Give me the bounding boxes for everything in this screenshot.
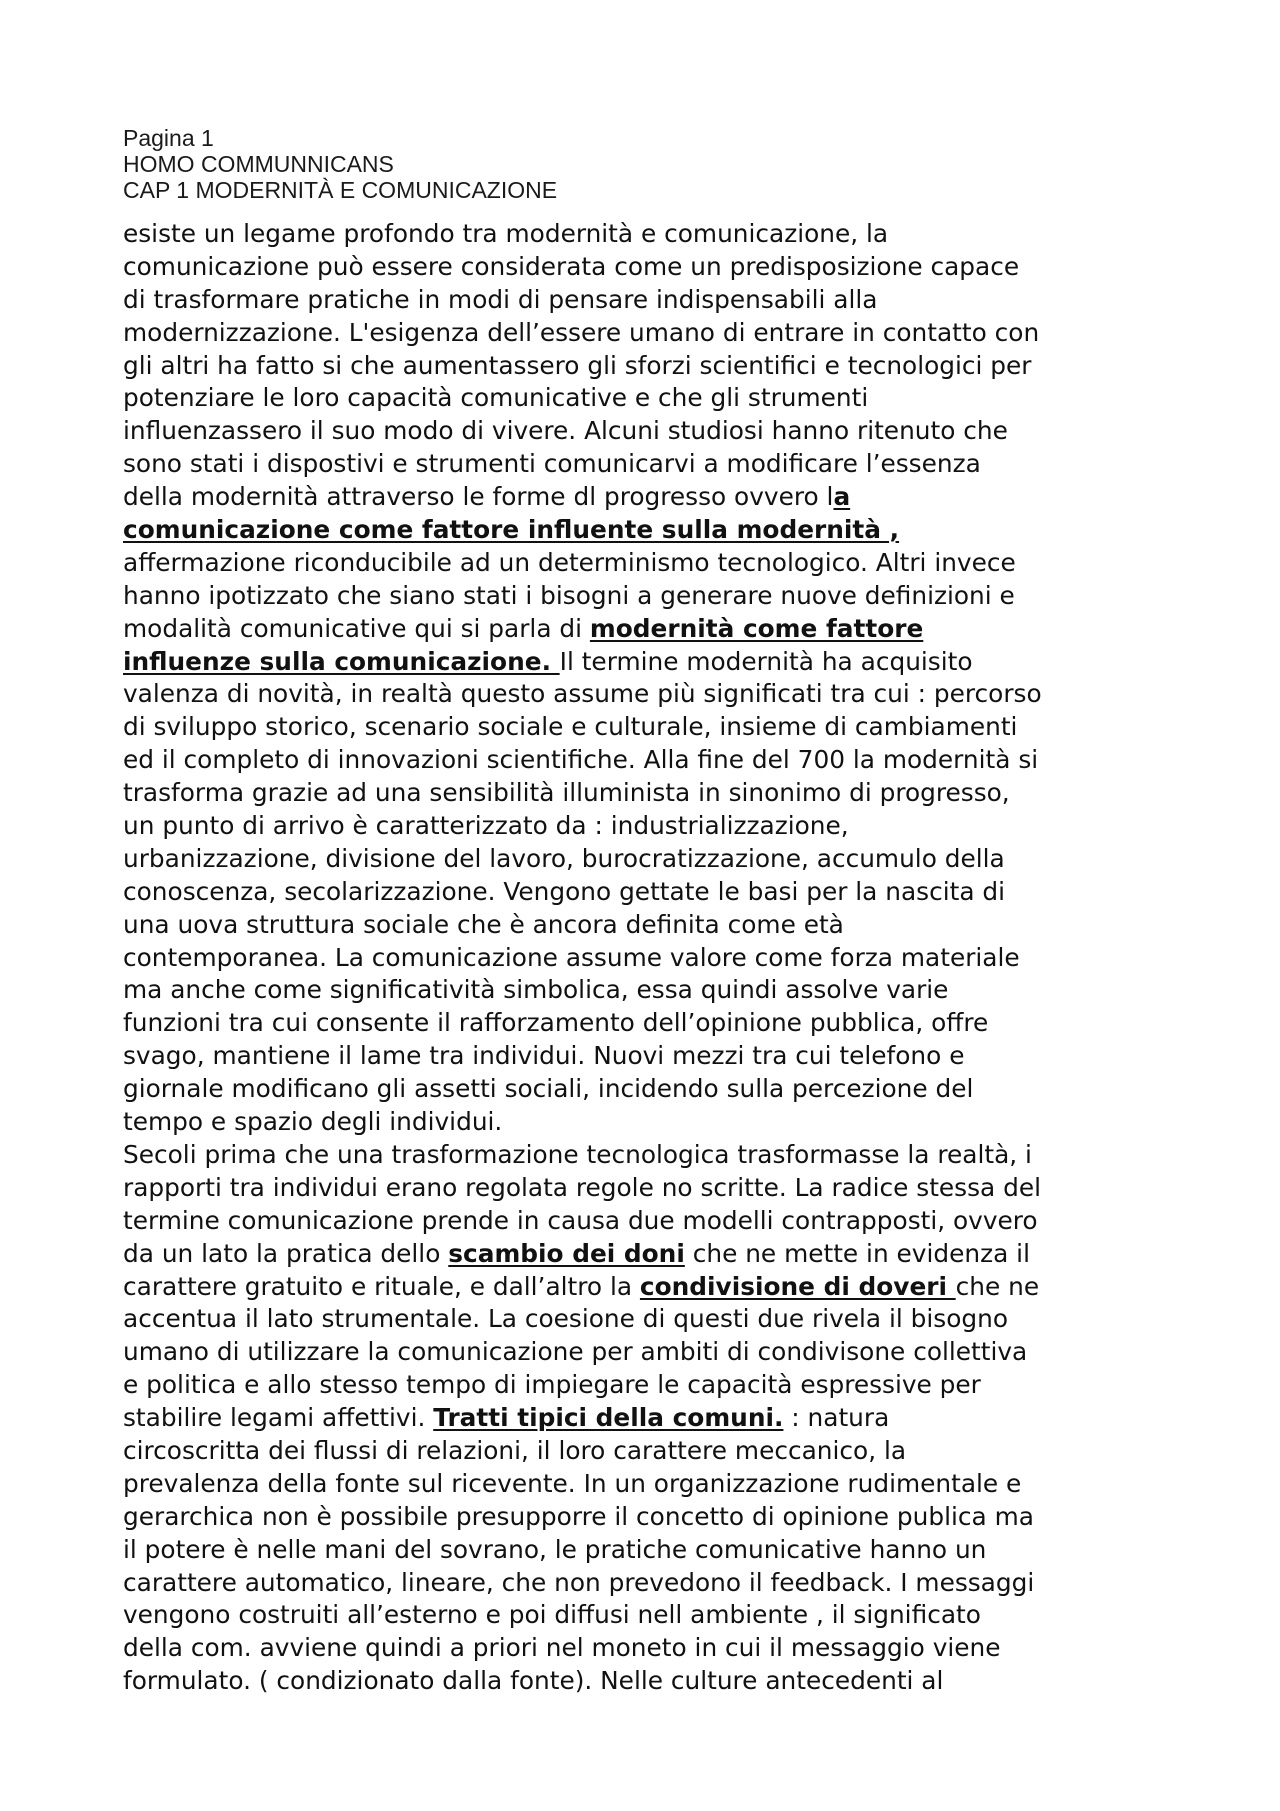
text-segment: prevalenza della fonte sul ricevente. In un organizzazione rudimentale e [123,1468,1022,1498]
text-segment: giornale modificano gli assetti sociali, incidendo sulla percezione del [123,1074,974,1104]
text-line [123,974,1183,1007]
text-segment: vengono costruiti all’esterno e poi diffusi nell ambiente , il significato [123,1600,981,1630]
text-line [123,1172,1183,1205]
text-segment: svago, mantiene il lame tra individui. Nuovi mezzi tra cui telefono e [123,1041,965,1071]
text-line [123,1073,1183,1106]
text-line [123,284,1183,317]
text-line [123,1040,1183,1073]
text-line [123,613,1183,646]
text-segment: modernizzazione. L'esigenza dell’essere umano di entrare in contatto con [123,317,1040,347]
text-line [123,481,1183,514]
text-segment: conoscenza, secolarizzazione. Vengono gettate le basi per la nascita di [123,876,1006,906]
book-title: HOMO COMMUNNICANS [123,151,394,177]
text-line [123,1402,1183,1435]
text-segment: da un lato la pratica dello [123,1238,449,1268]
text-segment: Secoli prima che una trasformazione tecnologica trasformasse la realtà, i [123,1139,1032,1169]
text-segment: Il termine modernità ha acquisito [559,646,973,676]
text-line [123,1599,1183,1632]
text-line [123,876,1183,909]
text-segment: termine comunicazione prende in causa due modelli contrapposti, ovvero [123,1205,1038,1235]
text-line [123,711,1183,744]
text-segment: sono stati i dispostivi e strumenti comunicarvi a modificare l’essenza [123,449,981,479]
text-segment: della modernità attraverso le forme dl progresso ovvero l [123,482,834,512]
text-line [123,580,1183,613]
text-segment: stabilire legami affettivi. [123,1403,434,1433]
body-text [123,218,1183,1698]
text-segment: circoscritta dei flussi di relazioni, il loro carattere meccanico, la [123,1435,907,1465]
text-segment: e politica e allo stesso tempo di impiegare le capacità espressive per [123,1370,981,1400]
text-segment: influenzassero il suo modo di vivere. Alcuni studiosi hanno ritenuto che [123,416,1008,446]
emphasized-phrase: modernità come fattore [589,613,924,643]
text-line [123,1468,1183,1501]
text-segment: di sviluppo storico, scenario sociale e culturale, insieme di cambiamenti [123,712,1018,742]
emphasized-phrase: condivisione di doveri [639,1271,956,1301]
text-segment: gli altri ha fatto si che aumentassero gli sforzi scientifici e tecnologici per [123,350,1032,380]
text-line [123,1139,1183,1172]
text-segment: di trasformare pratiche in modi di pensare indispensabili alla [123,284,878,314]
text-line [123,317,1183,350]
text-line [123,1336,1183,1369]
text-segment: trasforma grazie ad una sensibilità illuminista in sinonimo di progresso, [123,778,1010,808]
text-line [123,843,1183,876]
text-line [123,1369,1183,1402]
text-line [123,547,1183,580]
text-segment: : natura [783,1403,890,1433]
text-segment: umano di utilizzare la comunicazione per ambiti di condivisone collettiva [123,1337,1028,1367]
text-segment: modalità comunicative qui si parla di [123,613,590,643]
emphasized-phrase: comunicazione come fattore influente sulla modernità , [123,515,900,545]
text-line [123,1435,1183,1468]
text-line [123,909,1183,942]
chapter-title: CAP 1 MODERNITÀ E COMUNICAZIONE [123,177,558,203]
emphasized-phrase: Tratti tipici della comuni. [433,1403,784,1433]
text-line [123,646,1183,679]
text-segment: urbanizzazione, divisione del lavoro, burocratizzazione, accumulo della [123,843,1005,873]
text-line [123,1534,1183,1567]
text-line [123,1007,1183,1040]
text-line [123,382,1183,415]
text-line [123,1303,1183,1336]
emphasized-phrase: a [833,482,851,512]
text-segment: esiste un legame profondo tra modernità e comunicazione, la [123,219,889,248]
text-line [123,218,1183,251]
text-line [123,448,1183,481]
text-segment: carattere gratuito e rituale, e dall’altro la [123,1271,640,1301]
text-line [123,942,1183,975]
text-line [123,1205,1183,1238]
text-line [123,1106,1183,1139]
text-line [123,1501,1183,1534]
text-segment: carattere automatico, lineare, che non prevedono il feedback. I messaggi [123,1567,1035,1597]
text-segment: ma anche come significatività simbolica, essa quindi assolve varie [123,975,949,1005]
text-segment: un punto di arrivo è caratterizzato da : industrializzazione, [123,811,849,841]
text-line [123,810,1183,843]
text-line [123,1271,1183,1304]
text-segment: contemporanea. La comunicazione assume valore come forza materiale [123,942,1020,972]
text-segment: che ne [955,1271,1040,1301]
text-segment: ed il completo di innovazioni scientifiche. Alla fine del 700 la modernità si [123,745,1039,775]
text-segment: valenza di novità, in realtà questo assume più significati tra cui : percorso [123,679,1042,709]
text-segment: il potere è nelle mani del sovrano, le pratiche comunicative hanno un [123,1534,987,1564]
text-line [123,1632,1183,1665]
text-line [123,350,1183,383]
emphasized-phrase: influenze sulla comunicazione. [123,646,560,676]
text-line [123,1665,1183,1698]
text-line [123,678,1183,711]
text-segment: funzioni tra cui consente il rafforzamento dell’opinione pubblica, offre [123,1008,989,1038]
text-segment: tempo e spazio degli individui. [123,1107,503,1137]
text-segment: formulato. ( condizionato dalla fonte). Nelle culture antecedenti al [123,1666,944,1696]
text-segment: una uova struttura sociale che è ancora definita come età [123,909,844,939]
page-number-label: Pagina 1 [123,125,214,151]
text-segment: potenziare le loro capacità comunicative e che gli strumenti [123,383,869,413]
text-segment: affermazione riconducibile ad un determinismo tecnologico. Altri invece [123,547,1016,577]
text-line [123,514,1183,547]
text-line [123,1238,1183,1271]
text-segment: che ne mette in evidenza il [684,1238,1030,1268]
text-line [123,777,1183,810]
text-segment: hanno ipotizzato che siano stati i bisogni a generare nuove definizioni e [123,580,1015,610]
text-segment: della com. avviene quindi a priori nel moneto in cui il messaggio viene [123,1633,1001,1663]
text-segment: comunicazione può essere considerata come un predisposizione capace [123,251,1020,281]
text-line [123,415,1183,448]
emphasized-phrase: scambio dei doni [448,1238,685,1268]
page-header [123,125,1183,203]
text-segment: gerarchica non è possibile presupporre il concetto di opinione publica ma [123,1501,1034,1531]
text-line [123,1567,1183,1600]
text-segment: rapporti tra individui erano regolata regole no scritte. La radice stessa del [123,1172,1041,1202]
text-line [123,744,1183,777]
text-line [123,251,1183,284]
text-segment: accentua il lato strumentale. La coesione di questi due rivela il bisogno [123,1304,1008,1334]
